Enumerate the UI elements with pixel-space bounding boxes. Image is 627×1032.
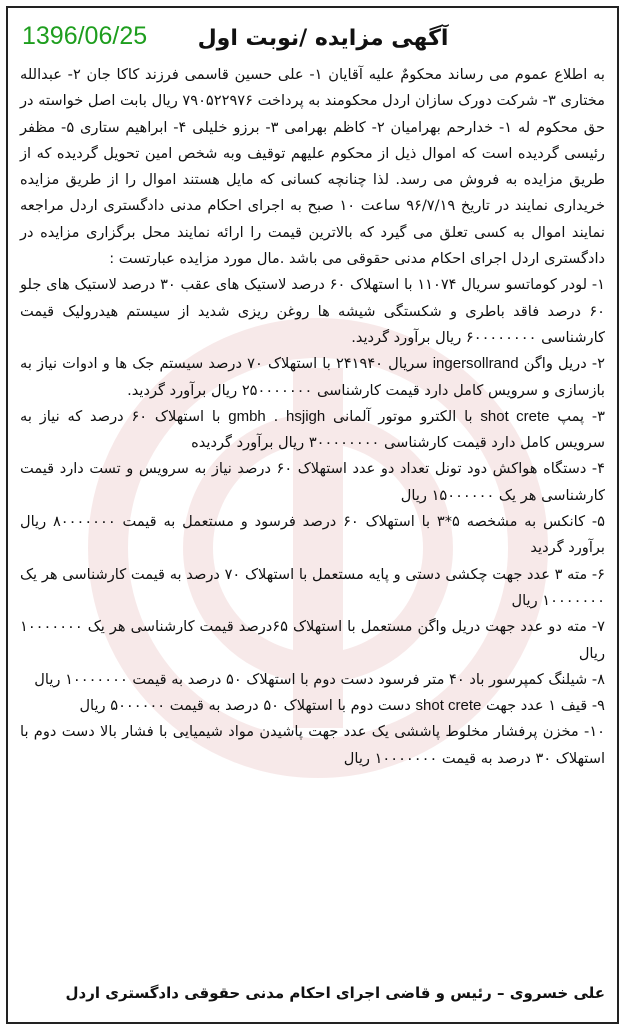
- auction-item: [20, 562, 605, 615]
- item-text: ۴- دستگاه هواکش دود تونل تعداد دو عدد استهلاک ۶۰ درصد نیاز به سرویس و تست دارد قیمت کارشناسی هر یک ۱۵۰۰۰۰۰۰ ریال: [20, 460, 605, 504]
- auction-item: [20, 693, 605, 719]
- auction-items-list: [20, 272, 605, 772]
- publication-date: 1396/06/25: [22, 22, 148, 50]
- item-text: ۲- دریل واگن: [518, 355, 605, 373]
- latin-term: shot crete: [480, 407, 550, 425]
- auction-item: [20, 456, 605, 509]
- signature-line: علی خسروی – رئیس و قاضی اجرای احکام مدنی حقوقی دادگستری اردل: [65, 984, 605, 1002]
- item-text: ۱۰- مخزن پرفشار مخلوط پاششی یک عدد جهت پاشیدن مواد شیمیایی با فشار بالا دست دوم با استهلاک ۳۰ درصد به قیمت ۱۰۰۰۰۰۰۰ ریال: [20, 723, 605, 767]
- item-text: ۹- قیف ۱ عدد جهت: [481, 697, 605, 715]
- notice-body: [20, 62, 605, 772]
- item-text: با استهلاک ۶۰ درصد که نیاز به سرویس کامل دارد قیمت کارشناسی ۳۰۰۰۰۰۰۰۰ ریال برآورد گردیده: [20, 407, 605, 452]
- item-text: دست دوم با استهلاک ۵۰ درصد به قیمت ۵۰۰۰۰۰۰ ریال: [79, 697, 416, 715]
- item-text: ۸- شیلنگ کمپرسور باد ۴۰ متر فرسود دست دوم با استهلاک ۵۰ درصد به قیمت ۱۰۰۰۰۰۰۰ ریال: [34, 670, 605, 688]
- item-text: با الکترو موتور آلمانی: [325, 407, 481, 425]
- latin-term: shot crete: [415, 697, 482, 715]
- intro-paragraph: به اطلاع عموم می رساند محکومٌ علیه آقایان ۱- علی حسین قاسمی فرزند کاکا جان ۲- عبدالله مختاری ۳- شرکت دورک سازان اردل محکومند به پرداخت ۷۹۰۵۲۲۹۷۶ ریال بابت اصل خواسته در حق محکوم له ۱- خدارحم بهرامیان ۲- کاظم بهرامی ۳- برزو خلیلی ۴- ابراهیم ستاری ۵- مظفر رئیسی گردیده است که اموال ذیل از محکوم علیهم توقیف وبه شخص امین تحویل گردیده که از طریق مزایده به فروش می رسد. لذا چنانچه کسانی که مایل هستند اموال را از طریق مزایده خریداری نمایند در تاریخ ۹۶/۷/۱۹ ساعت ۱۰ صبح به اجرای احکام مدنی دادگستری اردل مراجعه نمایند اموال به کسی تعلق می گیرد که بالاترین قیمت را ارائه نمایند محل برگزاری مزایده در دادگستری اردل اجرای احکام مدنی حقوقی می باشد .مال مورد مزایده عبارتست :: [20, 66, 606, 268]
- auction-item: [20, 614, 605, 667]
- item-text: سریال ۲۴۱۹۴۰ با استهلاک ۷۰ درصد سیستم جک ها و ادوات نیاز به بازسازی و سرویس کامل دارد قیمت کارشناسی ۲۵۰۰۰۰۰۰۰ ریال برآورد گردید.: [20, 355, 605, 399]
- latin-term: gmbh: [228, 407, 266, 425]
- latin-term: ingersollrand: [432, 355, 519, 373]
- item-text: ۳- پمپ: [549, 407, 605, 425]
- auction-item: [20, 351, 605, 404]
- notice-title: آگهی مزایده /نوبت اول: [197, 26, 449, 51]
- notice-frame: [6, 6, 619, 1024]
- auction-item: [20, 272, 605, 351]
- item-text: .: [265, 407, 287, 425]
- auction-item: [20, 404, 605, 457]
- item-text: ۱- لودر کوماتسو سریال ۱۱۰۷۴ با استهلاک ۶۰ درصد لاستیک های عقب ۳۰ درصد لاستیک های جلو ۶۰ درصد فاقد باطری و شکستگی شیشه ها روغن ریزی شدید از سیستم هیدرولیک قیمت کارشناسی ۶۰۰۰۰۰۰۰۰ ریال برآورد گردید.: [20, 276, 605, 346]
- item-text: ۵- کانکس به مشخصه ۵*۳ با استهلاک ۶۰ درصد فرسود و مستعمل به قیمت ۸۰۰۰۰۰۰۰ ریال برآورد گردید: [20, 513, 605, 557]
- auction-item: [20, 509, 605, 562]
- auction-item: [20, 719, 605, 772]
- latin-term: hsjigh: [286, 407, 326, 425]
- item-text: ۶- مته ۳ عدد جهت چکشی دستی و پایه مستعمل با استهلاک ۷۰ درصد به قیمت کارشناسی هر یک ۱۰۰۰۰۰۰۰ ریال: [20, 565, 605, 609]
- item-text: ۷- مته دو عدد جهت دریل واگن مستعمل با استهلاک ۶۵درصد قیمت کارشناسی هر یک ۱۰۰۰۰۰۰۰ ریال: [20, 618, 605, 662]
- auction-item: [20, 667, 605, 693]
